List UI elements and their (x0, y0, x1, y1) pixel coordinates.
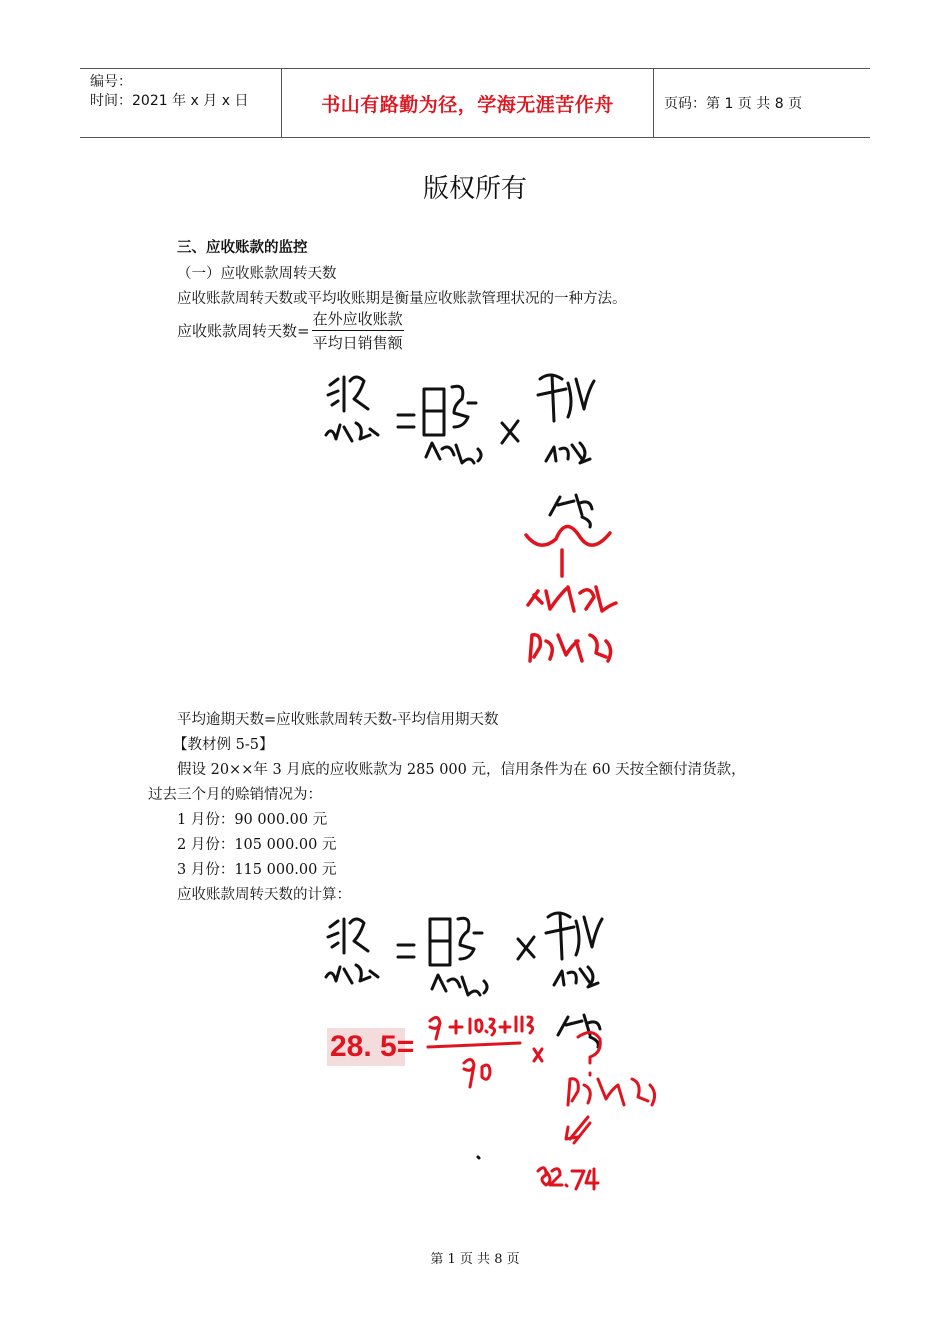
section-intro: 应收账款周转天数或平均收账期是衡量应收账款管理状况的一种方法。 (177, 291, 627, 307)
header-page-info: 页码：第 1 页 共 8 页 (664, 96, 803, 112)
handwritten-formula-figure (318, 365, 628, 685)
month-2: 2 月份：105 000.00 元 (177, 837, 337, 853)
formula-denominator: 平均日销售额 (312, 334, 403, 352)
month-1: 1 月份：90 000.00 元 (177, 812, 328, 828)
header-motto-cell (282, 69, 654, 137)
page-title: 版权所有 (422, 174, 527, 204)
turnover-formula (177, 308, 404, 353)
formula-numerator: 在外应收账款 (312, 308, 404, 331)
section-subheading: （一）应收账款周转天数 (177, 266, 337, 282)
example-tag: 【教材例 5-5】 (173, 737, 274, 753)
section-heading: 三、应收账款的监控 (177, 240, 308, 256)
overdue-formula: 平均逾期天数=应收账款周转天数-平均信用期天数 (177, 712, 499, 728)
handwritten-calculation-figure (318, 905, 678, 1225)
calc-label: 应收账款周转天数的计算： (177, 887, 351, 903)
header-number: 编号： (90, 74, 132, 90)
example-highlight-value: 28. 5= (330, 1030, 415, 1063)
header-meta (80, 69, 282, 137)
page-footer: 第 1 页 共 8 页 (430, 1252, 520, 1267)
formula-fraction (312, 308, 404, 353)
example-line-2: 过去三个月的赊销情况为： (148, 787, 322, 803)
header-time: 时间：2021 年 x 月 x 日 (90, 93, 249, 109)
document-header (80, 68, 870, 138)
formula-lhs: 应收账款周转天数= (177, 322, 310, 340)
example-line-1: 假设 20××年 3 月底的应收账款为 285 000 元，信用条件为在 60 天按全额付清货款， (177, 762, 746, 778)
month-3: 3 月份：115 000.00 元 (177, 862, 337, 878)
header-motto: 书山有路勤为径，学海无涯苦作舟 (321, 93, 614, 116)
